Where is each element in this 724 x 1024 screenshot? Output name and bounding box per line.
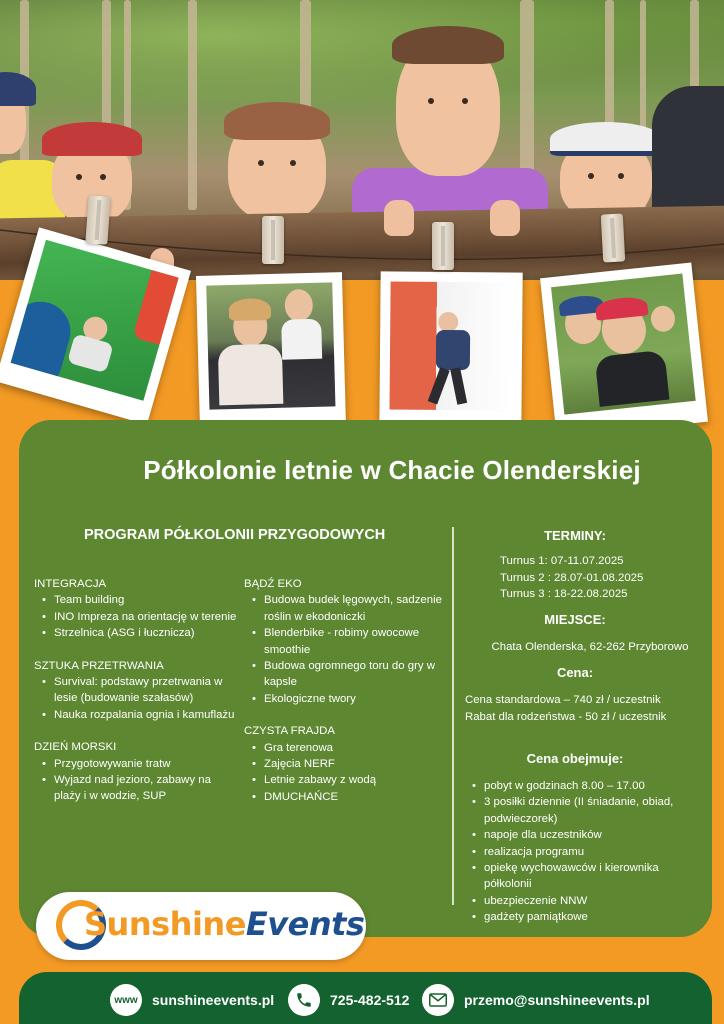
list-item: • opiekę wychowawców i kierownika półkolonii: [470, 860, 692, 893]
clothespin: [262, 216, 284, 264]
list-item: • Team building: [40, 592, 240, 608]
turnus-line: Turnus 1: 07-11.07.2025: [500, 555, 624, 567]
section-dzien-morski: DZIEŃ MORSKI • Przygotowywanie tratw • Wyjazd nad jezioro, zabawy na plaży i w wodzie, SUP: [34, 739, 240, 805]
list-item: • Gra terenowa: [250, 740, 444, 756]
terminy-heading: TERMINY:: [544, 528, 606, 543]
list-item: • Letnie zabawy z wodą: [250, 772, 444, 788]
list-item: • Przygotowywanie tratw: [40, 756, 240, 772]
clothespin: [432, 222, 454, 270]
column-divider: [452, 527, 454, 905]
program-right-column: [244, 576, 444, 805]
cena-list: [465, 692, 705, 725]
footer-email[interactable]: [422, 984, 650, 1016]
section-czysta-frajda: CZYSTA FRAJDA • Gra terenowa • Zajęcia NERF • Letnie zabawy z wodą • DMUCHAŃCE: [244, 723, 444, 805]
list-item: • napoje dla uczestników: [470, 827, 692, 843]
cena-obejmuje-heading: Cena obejmuje:: [526, 751, 624, 766]
list-item: • pobyt w godzinach 8.00 – 17.00: [470, 778, 692, 794]
list-item: • Budowa ogromnego toru do gry w kapsle: [250, 658, 444, 691]
list-item: • realizacja programu: [470, 844, 692, 860]
turnus-line: Turnus 2 : 28.07-01.08.2025: [500, 571, 644, 584]
list-item: • Budowa budek lęgowych, sadzenie roślin w ekodoniczki: [250, 592, 444, 625]
price-line: Rabat dla rodzeństwa - 50 zł / uczestnik: [465, 710, 667, 723]
cena-obejmuje-list: [470, 778, 692, 926]
turnus-line: Turnus 3 : 18-22.08.2025: [500, 588, 628, 601]
phone-number[interactable]: 725-482-512: [330, 992, 410, 1008]
list-item: • Zajęcia NERF: [250, 756, 444, 772]
program-left-column: [34, 576, 240, 805]
email-link[interactable]: przemo@sunshineevents.pl: [464, 992, 650, 1008]
section-badz-eko: BĄDŹ EKO • Budowa budek lęgowych, sadzenie roślin w ekodoniczki • Blenderbike - robimy owocowe smoothie • Budowa ogromnego toru do gry w kapsle • Ekologiczne twory: [244, 576, 444, 707]
program-heading: PROGRAM PÓŁKOLONII PRZYGODOWYCH: [84, 527, 386, 543]
polaroid-photo-table: [196, 272, 346, 432]
phone-icon: [288, 984, 320, 1016]
list-item: • INO Impreza na orientację w terenie: [40, 609, 240, 625]
terminy-list: [500, 553, 700, 603]
page-title: Półkolonie letnie w Chacie Olenderskiej: [143, 455, 641, 485]
polaroid-photo-boys: [540, 262, 708, 437]
cena-heading: Cena:: [556, 665, 594, 680]
list-item: • Wyjazd nad jezioro, zabawy na plaży i w wodzie, SUP: [40, 772, 240, 805]
website-link[interactable]: sunshineevents.pl: [152, 992, 275, 1008]
section-sztuka-przetrwania: SZTUKA PRZETRWANIA • Survival: podstawy przetrwania w lesie (budowanie szałasów) • Nauka rozpalania ognia i kamuflażu: [34, 658, 240, 724]
list-item: • gadżety pamiątkowe: [470, 909, 692, 925]
list-item: • Ekologiczne twory: [250, 691, 444, 707]
sunshine-events-logo: [36, 892, 366, 960]
footer-website[interactable]: [110, 984, 274, 1016]
clothespin: [85, 195, 110, 244]
envelope-icon: [422, 984, 454, 1016]
footer-phone[interactable]: [288, 984, 409, 1016]
price-line: Cena standardowa – 740 zł / uczestnik: [465, 694, 661, 706]
list-item: • Blenderbike - robimy owocowe smoothie: [250, 625, 444, 658]
list-item: • Survival: podstawy przetrwania w lesie (budowanie szałasów): [40, 674, 240, 707]
section-integracja: INTEGRACJA • Team building • INO Impreza na orientację w terenie • Strzelnica (ASG i łucznicza): [34, 576, 240, 642]
miejsce-heading: MIEJSCE:: [544, 612, 606, 627]
list-item: • 3 posiłki dziennie (II śniadanie, obiad, podwieczorek): [470, 794, 692, 827]
clothespin: [601, 213, 625, 262]
globe-www-icon: www: [110, 984, 142, 1016]
polaroid-photo-climbing: [379, 271, 522, 432]
list-item: • ubezpieczenie NNW: [470, 893, 692, 909]
list-item: • Strzelnica (ASG i łucznicza): [40, 625, 240, 641]
logo-wordmark: SunshineEvents: [84, 905, 365, 943]
miejsce-address: Chata Olenderska, 62-262 Przyborowo: [491, 641, 689, 653]
list-item: • DMUCHAŃCE: [250, 789, 444, 805]
list-item: • Nauka rozpalania ognia i kamuflażu: [40, 707, 240, 723]
